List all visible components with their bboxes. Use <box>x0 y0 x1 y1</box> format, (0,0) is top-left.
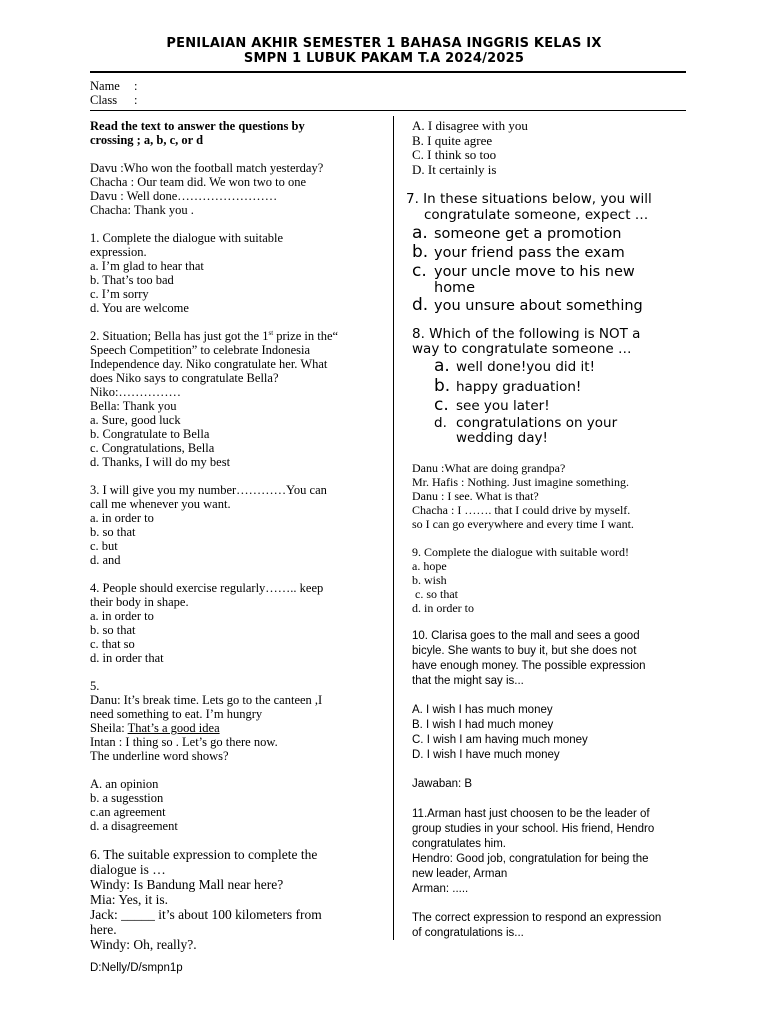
question-stem: 6. The suitable expression to complete the <box>90 847 318 862</box>
answer-option <box>434 377 692 397</box>
answer-option: a. Sure, good luck <box>90 413 181 427</box>
answer-option <box>434 416 692 431</box>
instruction-line: crossing ; a, b, c, or d <box>90 133 204 147</box>
answer-key: Jawaban: B <box>412 777 473 790</box>
option-key: a. <box>412 223 428 243</box>
dialogue-line: Intan : I thing so . Let’s go there now. <box>90 735 278 749</box>
dialogue-line: Jack: _____ it’s about 100 kilometers from <box>90 907 322 922</box>
answer-option: B. I quite agree <box>412 132 493 148</box>
answer-option: c. but <box>90 539 118 553</box>
answer-option: d. in order to <box>412 600 474 615</box>
dialogue-line: Davu : Well done…………………… <box>90 189 278 203</box>
dialogue-line: Mia: Yes, it is. <box>90 892 169 907</box>
question-stem: bicyle. She wants to buy it, but she does not <box>412 644 637 657</box>
question-stem: their body in shape. <box>90 595 189 609</box>
ordinal-suffix: st <box>268 328 274 337</box>
dialogue-line: Mr. Hafis : Nothing. Just imagine something. <box>412 474 629 489</box>
answer-option <box>412 296 692 315</box>
question-stem: Speech Competition” to celebrate Indonesia <box>90 343 311 357</box>
dialogue-line: Danu: It’s break time. Lets go to the canteen ,I <box>90 693 323 707</box>
dialogue-line: Chacha : Our team did. We won two to one <box>90 175 307 189</box>
question-stem: way to congratulate someone … <box>412 341 632 357</box>
question-stem <box>90 329 380 343</box>
question-2 <box>90 329 380 469</box>
answer-option: c. so that <box>412 586 458 601</box>
name-label: Name <box>90 79 120 93</box>
question-4 <box>90 581 380 665</box>
question-stem: The underline word shows? <box>90 749 229 763</box>
question-stem: 3. I will give you my number…………You can <box>90 483 327 497</box>
header-rule-top <box>90 71 686 73</box>
question-stem: 7. In these situations below, you will <box>406 191 652 207</box>
right-column <box>406 118 692 941</box>
answer-option <box>434 396 692 416</box>
answer-option: c. I’m sorry <box>90 287 149 301</box>
question-stem: 4. People should exercise regularly…….. keep <box>90 581 324 595</box>
option-text: congratulations on your <box>456 414 618 431</box>
dialogue-line: Chacha: Thank you . <box>90 203 194 217</box>
question-number: 5. <box>90 679 100 693</box>
answer-option: A. an opinion <box>90 777 159 791</box>
answer-option <box>434 357 692 377</box>
header-rule-bottom <box>90 110 686 111</box>
question-6 <box>90 847 380 952</box>
answer-option: b. so that <box>90 525 136 539</box>
option-text: your uncle move to his new <box>434 264 635 280</box>
dialogue-line: Niko:…………… <box>90 385 181 399</box>
answer-option: A. I wish I has much money <box>412 703 553 716</box>
question-1 <box>90 231 380 315</box>
column-divider <box>393 116 394 940</box>
answer-option: c. Congratulations, Bella <box>90 441 215 455</box>
question-stem: Independence day. Niko congratulate her. What <box>90 357 328 371</box>
option-key: b. <box>434 375 451 396</box>
option-text: you unsure about something <box>434 298 643 314</box>
answer-option: a. in order to <box>90 511 154 525</box>
footer-path: D:Nelly/D/smpn1p <box>90 962 183 974</box>
answer-option: B. I wish I had much money <box>412 718 554 731</box>
dialogue-line: Danu : I see. What is that? <box>412 488 539 503</box>
name-row <box>90 79 137 94</box>
class-colon: : <box>134 93 138 107</box>
answer-option: d. Thanks, I will do my best <box>90 455 231 469</box>
left-column <box>90 119 380 952</box>
question-10 <box>412 629 692 792</box>
answer-option-continued: wedding day! <box>456 429 548 446</box>
answer-option: c.an agreement <box>90 805 166 819</box>
speaker-label: Sheila: <box>90 721 128 735</box>
answer-option <box>412 243 692 262</box>
answer-option-continued: home <box>434 280 476 296</box>
name-colon: : <box>134 79 138 93</box>
exam-title-line2: SMPN 1 LUBUK PAKAM T.A 2024/2025 <box>243 51 525 66</box>
class-row <box>90 93 137 108</box>
question-stem: 10. Clarisa goes to the mall and sees a good <box>412 629 640 642</box>
question-stem: congratulate someone, expect … <box>424 207 649 223</box>
dialogue-line: Hendro: Good job, congratulation for being the <box>412 852 649 865</box>
answer-option: a. I’m glad to hear that <box>90 259 204 273</box>
question-stem-text: prize in the“ <box>273 329 339 343</box>
dialogue-line: Bella: Thank you <box>90 399 177 413</box>
option-key: b. <box>412 242 429 262</box>
question-stem: congratulates him. <box>412 837 506 850</box>
option-key: c. <box>412 261 427 281</box>
dialogue-line: Windy: Is Bandung Mall near here? <box>90 877 284 892</box>
question-stem: expression. <box>90 245 147 259</box>
dialogue-line: new leader, Arman <box>412 867 508 880</box>
answer-option: a. hope <box>412 558 447 573</box>
question-stem-text: 2. Situation; Bella has just got the 1 <box>90 329 269 343</box>
answer-option: d. You are welcome <box>90 301 189 315</box>
dialogue-line: Arman: ..... <box>412 882 469 895</box>
answer-option: D. I wish I have much money <box>412 748 560 761</box>
dialogue-line: Windy: Oh, really?. <box>90 937 197 952</box>
dialogue-2 <box>412 461 692 531</box>
question-stem: that the might say is... <box>412 674 524 687</box>
option-key: a. <box>434 356 450 376</box>
option-text: see you later! <box>456 398 550 414</box>
option-text: well done!you did it! <box>456 359 595 375</box>
dialogue-line: Chacha : I ……. that I could drive by myself. <box>412 502 631 517</box>
answer-option: c. that so <box>90 637 135 651</box>
question-7 <box>406 191 692 315</box>
answer-option: b. so that <box>90 623 136 637</box>
underlined-expression: That’s a good idea <box>127 721 220 735</box>
question-8 <box>412 327 692 446</box>
option-key: d. <box>434 414 447 431</box>
dialogue-line <box>90 721 380 735</box>
question-stem: 9. Complete the dialogue with suitable word! <box>412 544 629 559</box>
question-11 <box>412 807 692 941</box>
answer-option: b. a sugesstion <box>90 791 164 805</box>
dialogue-line: here. <box>90 922 117 937</box>
question-6-options <box>412 119 692 177</box>
class-label: Class <box>90 93 118 107</box>
question-stem: 11.Arman hast just choosen to be the leader of <box>412 807 650 820</box>
option-key: c. <box>434 395 449 415</box>
option-text: happy graduation! <box>456 378 582 395</box>
option-key: d. <box>412 295 429 315</box>
dialogue-line: Davu :Who won the football match yesterday? <box>90 161 324 175</box>
answer-option: a. in order to <box>90 609 154 623</box>
answer-option: d. and <box>90 553 121 567</box>
answer-option: D. It certainly is <box>412 161 497 177</box>
question-9 <box>412 545 692 615</box>
option-text: your friend pass the exam <box>434 245 625 261</box>
answer-option: C. I think so too <box>412 147 497 162</box>
dialogue-line: Danu :What are doing grandpa? <box>412 460 566 475</box>
question-stem: group studies in your school. His friend, Hendro <box>412 822 655 835</box>
exam-title-line1: PENILAIAN AKHIR SEMESTER 1 BAHASA INGGRIS KELAS IX <box>166 36 602 51</box>
dialogue-line: need something to eat. I’m hungry <box>90 707 263 721</box>
question-stem: dialogue is … <box>90 862 166 877</box>
answer-option: C. I wish I am having much money <box>412 733 588 746</box>
answer-option: d. in order that <box>90 651 164 665</box>
instruction-line: Read the text to answer the questions by <box>90 119 305 133</box>
question-stem: have enough money. The possible expression <box>412 659 646 672</box>
question-stem: of congratulations is... <box>412 926 524 939</box>
question-stem: The correct expression to respond an expression <box>412 911 662 924</box>
answer-option <box>412 224 692 243</box>
question-stem: 8. Which of the following is NOT a <box>412 326 641 342</box>
question-5 <box>90 679 380 833</box>
dialogue-line: so I can go everywhere and every time I want. <box>412 516 634 531</box>
question-stem: does Niko says to congratulate Bella? <box>90 371 279 385</box>
answer-option <box>412 262 692 281</box>
question-stem: 1. Complete the dialogue with suitable <box>90 231 284 245</box>
answer-option: b. That’s too bad <box>90 273 174 287</box>
option-text: someone get a promotion <box>434 226 622 242</box>
answer-option: b. wish <box>412 572 447 587</box>
question-3 <box>90 483 380 567</box>
answer-option: A. I disagree with you <box>412 118 528 133</box>
answer-option: d. a disagreement <box>90 819 178 833</box>
question-stem: call me whenever you want. <box>90 497 231 511</box>
answer-option: b. Congratulate to Bella <box>90 427 210 441</box>
